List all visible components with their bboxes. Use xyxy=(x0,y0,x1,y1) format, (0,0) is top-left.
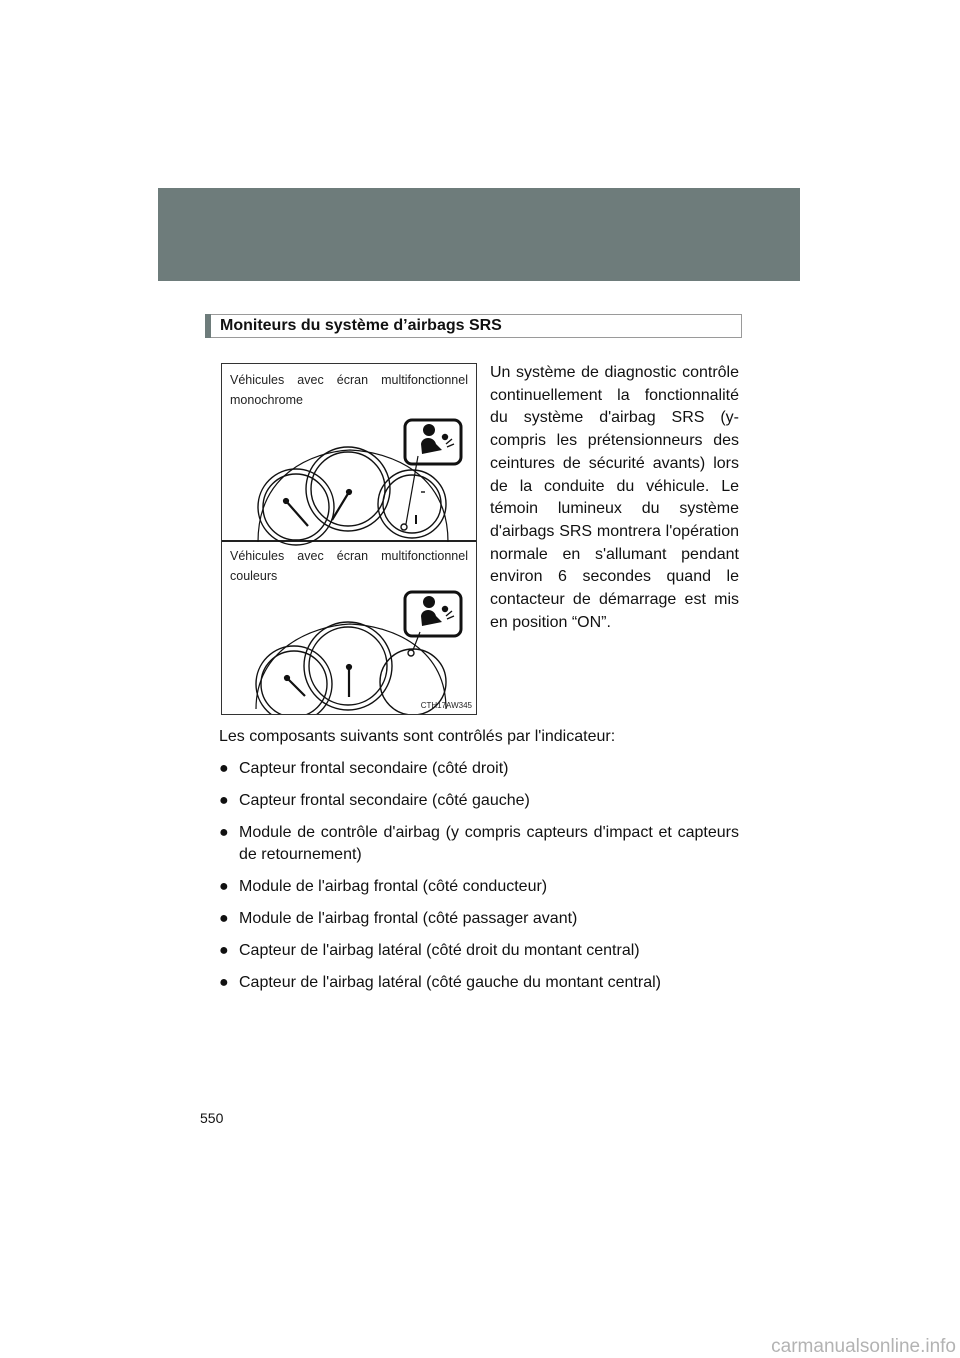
list-item xyxy=(219,940,739,962)
components-lead: Les composants suivants sont contrôlés par l'indicateur: xyxy=(219,728,616,745)
list-item xyxy=(219,822,739,866)
list-item xyxy=(219,908,739,930)
list-item-text: Module de l'airbag frontal (côté passager avant) xyxy=(239,910,578,927)
bullet-icon: ● xyxy=(219,910,229,927)
cluster-monochrome xyxy=(258,447,448,545)
caption-monochrome: Véhicules avec écran multifonctionnel monochrome xyxy=(230,373,468,407)
instrument-cluster-figure xyxy=(221,363,477,715)
bullet-icon: ● xyxy=(219,824,229,841)
figure-code: CTH17AW345 xyxy=(420,701,472,710)
section-title: Moniteurs du système d’airbags SRS xyxy=(220,317,502,334)
intro-paragraph: Un système de diagnostic contrôle continuellement la fonctionnalité du système d'airbag SRS (y-compris les prétensionneurs des ceintures de sécurité avants) lors de la conduite du véhicule. Le témoin lumineux du système d'airbags SRS montrera l'opération normale en s'allumant pendant environ 6 secondes quand le contacteur de démarrage est mis en position “ON”. xyxy=(490,364,739,631)
cluster-illustrations xyxy=(222,364,476,714)
list-item-text: Module de contrôle d'airbag (y compris capteurs d'impact et capteurs de retournement) xyxy=(239,824,739,863)
bullet-icon: ● xyxy=(219,942,229,959)
bullet-icon: ● xyxy=(219,974,229,991)
section-header xyxy=(205,314,742,338)
watermark: carmanualsonline.info xyxy=(771,1336,956,1357)
list-item-text: Capteur de l'airbag latéral (côté droit du montant central) xyxy=(239,942,640,959)
section-header-accent-bar xyxy=(205,314,211,338)
caption-color: Véhicules avec écran multifonctionnel couleurs xyxy=(230,549,468,583)
list-item-text: Capteur frontal secondaire (côté gauche) xyxy=(239,792,530,809)
bullet-icon: ● xyxy=(219,760,229,777)
list-item xyxy=(219,758,739,780)
list-item xyxy=(219,876,739,898)
component-list xyxy=(219,758,739,1004)
airbag-warning-icon-mono xyxy=(405,420,461,464)
list-item-text: Module de l'airbag frontal (côté conducteur) xyxy=(239,878,548,895)
header-band xyxy=(158,188,800,281)
list-item xyxy=(219,790,739,812)
list-item xyxy=(219,972,739,994)
airbag-warning-icon-color xyxy=(405,592,461,636)
list-item-text: Capteur de l'airbag latéral (côté gauche du montant central) xyxy=(239,974,661,991)
bullet-icon: ● xyxy=(219,792,229,809)
bullet-icon: ● xyxy=(219,878,229,895)
list-item-text: Capteur frontal secondaire (côté droit) xyxy=(239,760,509,777)
page-number: 550 xyxy=(200,1110,224,1126)
